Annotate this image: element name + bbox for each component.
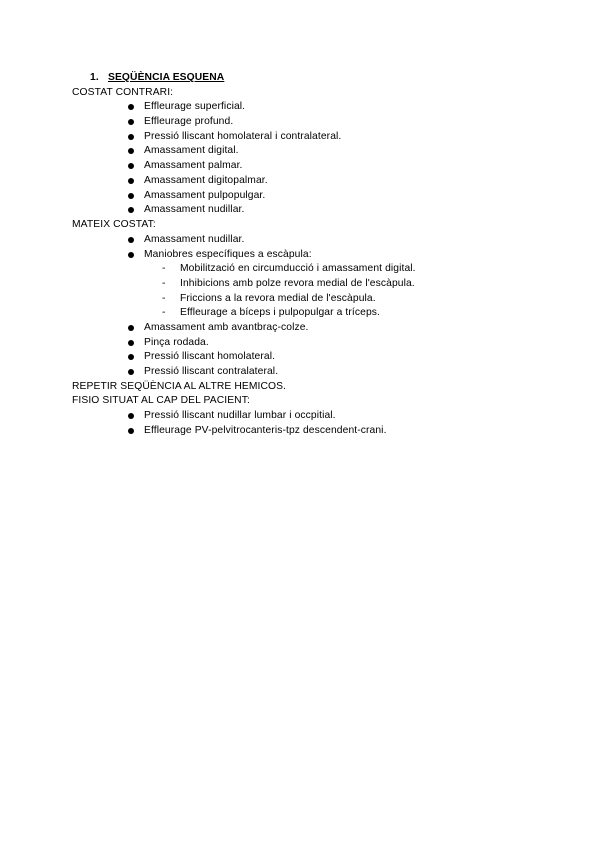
bullet-icon <box>128 325 134 331</box>
bullet-icon <box>128 428 134 434</box>
bullet-icon <box>128 104 134 110</box>
list-item: Pressió lliscant homolateral. <box>128 351 568 363</box>
bullet-icon <box>128 119 134 125</box>
list-item: Effleurage PV-pelvitrocanteris-tpz descendent-crani. <box>128 425 568 437</box>
bullet-icon <box>128 134 134 140</box>
bullet-icon <box>128 369 134 375</box>
fisio-label: FISIO SITUAT AL CAP DEL PACIENT: <box>72 395 250 406</box>
sub-list-item: - Effleurage a bíceps i pulpopulgar a tríceps. <box>162 307 380 318</box>
heading-text: SEQÜÈNCIA ESQUENA <box>108 72 225 83</box>
section-heading <box>90 72 224 84</box>
list-item: Amassament digital. <box>128 145 568 157</box>
sub-list-item: - Inhibicions amb polze revora medial de l'escàpula. <box>162 278 415 289</box>
sub-list-item: - Mobilització en circumducció i amassament digital. <box>162 263 416 274</box>
bullet-icon <box>128 163 134 169</box>
list-item: Maniobres específiques a escàpula: <box>128 249 568 261</box>
dash-marker: - <box>162 278 166 289</box>
list-item: Pressió lliscant contralateral. <box>128 366 568 378</box>
bullet-icon <box>128 178 134 184</box>
bullet-icon <box>128 207 134 213</box>
list-item: Amassament nudillar. <box>128 234 568 246</box>
bullet-icon <box>128 252 134 258</box>
bullet-icon <box>128 413 134 419</box>
list-item: Amassament pulpopulgar. <box>128 190 568 202</box>
bullet-icon <box>128 148 134 154</box>
bullet-icon <box>128 193 134 199</box>
list-item: Pressió lliscant homolateral i contralateral. <box>128 131 568 143</box>
bullet-icon <box>128 354 134 360</box>
mateix-costat-label: MATEIX COSTAT: <box>72 219 156 230</box>
list-item: Amassament palmar. <box>128 160 568 172</box>
list-item: Effleurage profund. <box>128 116 568 128</box>
bullet-icon <box>128 340 134 346</box>
list-item: Pressió lliscant nudillar lumbar i occpitial. <box>128 410 568 422</box>
list-item: Amassament nudillar. <box>128 204 568 216</box>
dash-marker: - <box>162 263 166 274</box>
list-item: Amassament digitopalmar. <box>128 175 568 187</box>
bullet-icon <box>128 237 134 243</box>
sub-list-item: - Friccions a la revora medial de l'escàpula. <box>162 293 376 304</box>
heading-number: 1. <box>90 72 99 83</box>
repetir-line: REPETIR SEQÜÈNCIA AL ALTRE HEMICOS. <box>72 381 287 392</box>
dash-marker: - <box>162 307 166 318</box>
list-item: Effleurage superficial. <box>128 101 568 113</box>
list-item: Pinça rodada. <box>128 337 568 349</box>
dash-marker: - <box>162 293 166 304</box>
list-item: Amassament amb avantbraç-colze. <box>128 322 568 334</box>
costat-contrari-label: COSTAT CONTRARI: <box>72 87 174 98</box>
